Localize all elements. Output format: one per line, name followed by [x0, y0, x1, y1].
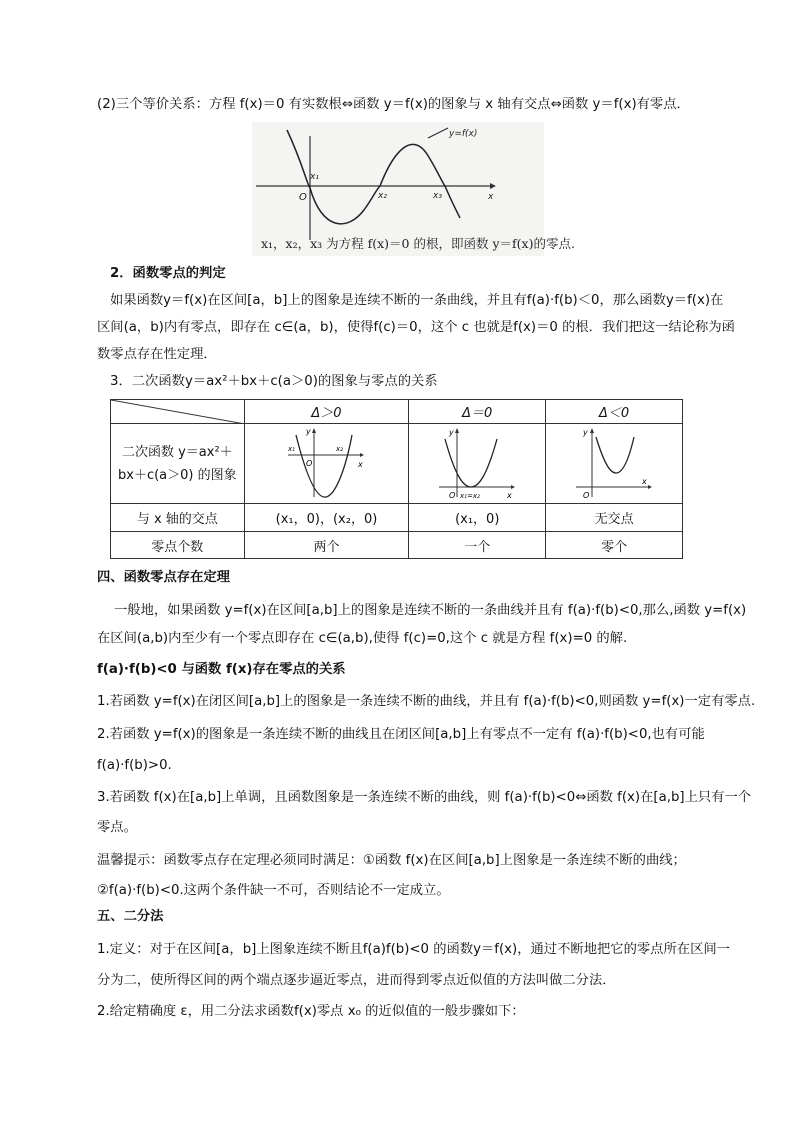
origin-label: O — [299, 192, 307, 203]
count-zero: 零个 — [546, 532, 683, 559]
list-item-continuation: f(a)·f(b)>0. — [97, 758, 172, 773]
steps-intro-line: 2.给定精确度 ε，用二分法求函数f(x)零点 x₀ 的近似值的一般步骤如下： — [97, 1004, 525, 1019]
list-item: 2.若函数 y=f(x)的图象是一条连续不断的曲线且在闭区间[a,b]上有零点不一定有 f(a)·f(b)<0,也有可能 — [97, 727, 705, 742]
parabola-one-root — [437, 427, 517, 501]
tip-line: ②f(a)·f(b)<0.这两个条件缺一不可，否则结论不一定成立。 — [97, 883, 450, 898]
equivalence-line: (2)三个等价关系：方程 f(x)＝0 有实数根⇔函数 y＝f(x)的图象与 x 轴有交点⇔函数 y＝f(x)有零点． — [97, 97, 690, 112]
section-heading-five: 五、二分法 — [97, 909, 164, 924]
paragraph-line: 在区间(a,b)内至少有一个零点即存在 c∈(a,b),使得 f(c)=0,这个 c 就是方程 f(x)=0 的解. — [97, 631, 628, 646]
definition-line: 1.定义：对于在区间[a，b]上图象连续不断且f(a)f(b)<0 的函数y＝f(x)，通过不断地把它的零点所在区间一 — [97, 942, 730, 957]
table-count-row — [111, 532, 683, 559]
list-item-continuation: 零点。 — [97, 820, 137, 835]
table-intersection-row — [111, 504, 683, 532]
svg-text:x₁: x₁ — [288, 444, 296, 453]
row-label-count: 零点个数 — [111, 532, 245, 559]
quadratic-zero-table — [110, 399, 683, 559]
header-delta-negative: Δ＜0 — [546, 400, 683, 424]
row-label-graph-line-2: bx＋c(a＞0) 的图象 — [118, 467, 237, 483]
x-axis-arrow — [490, 183, 496, 189]
row-label-intersection: 与 x 轴的交点 — [111, 504, 245, 532]
paragraph-line: 数零点存在性定理． — [97, 347, 217, 362]
subheading-relation: f(a)·f(b)<0 与函数 f(x)存在零点的关系 — [97, 662, 346, 677]
intersection-none: 无交点 — [546, 504, 683, 532]
curve-label: y=f(x) — [449, 129, 478, 139]
list-item: 3.若函数 f(x)在[a,b]上单调，且函数图象是一条连续不断的曲线，则 f(a)·f(b)<0⇔函数 f(x)在[a,b]上只有一个 — [97, 790, 752, 805]
intersection-one: (x₁，0) — [409, 504, 546, 532]
count-one: 一个 — [409, 532, 546, 559]
graph-two-roots-cell — [244, 424, 409, 504]
cubic-graph-figure — [252, 122, 575, 256]
parabola-two-roots — [286, 427, 366, 501]
root-x1-label: x₁ — [310, 172, 319, 182]
svg-text:y: y — [583, 427, 588, 437]
section-heading-quadratic: 3．二次函数y＝ax²＋bx＋c(a＞0)的图象与零点的关系 — [110, 374, 438, 389]
svg-text:x₁=x₂: x₁=x₂ — [460, 491, 481, 500]
table-header-row — [111, 400, 683, 424]
count-two: 两个 — [244, 532, 409, 559]
parabola-no-root — [574, 427, 654, 501]
diagonal-line — [111, 400, 245, 424]
header-delta-zero: Δ＝0 — [409, 400, 546, 424]
root-x2-label: x₂ — [378, 191, 387, 201]
definition-line: 分为二，使所得区间的两个端点逐步逼近零点，进而得到零点近似值的方法叫做二分法． — [97, 973, 616, 988]
header-delta-positive: Δ＞0 — [244, 400, 409, 424]
paragraph-line: 一般地，如果函数 y=f(x)在区间[a,b]上的图象是连续不断的一条曲线并且有 f(a)·f(b)<0,那么,函数 y=f(x) — [114, 603, 747, 618]
table-graph-row — [111, 424, 683, 504]
svg-text:O: O — [306, 458, 313, 468]
root-x3-label: x₃ — [433, 191, 442, 201]
tip-line: 温馨提示：函数零点存在定理必须同时满足：①函数 f(x)在区间[a,b]上图象是一条连续不断的曲线； — [97, 853, 686, 868]
graph-one-root-cell — [409, 424, 546, 504]
section-heading-four: 四、函数零点存在定理 — [97, 570, 230, 585]
table-corner-cell — [111, 400, 245, 424]
section-heading-zero-judgement: 2．函数零点的判定 — [110, 266, 226, 281]
svg-text:x: x — [507, 490, 512, 500]
svg-text:O: O — [583, 490, 590, 500]
svg-text:O: O — [449, 490, 456, 500]
svg-text:y: y — [449, 427, 454, 437]
x-axis-label: x — [488, 192, 494, 202]
figure-caption: x₁，x₂，x₃ 为方程 f(x)＝0 的根，即函数 y＝f(x)的零点. — [261, 236, 575, 251]
paragraph-line: 区间(a，b)内有零点，即存在 c∈(a，b)，使得f(c)＝0，这个 c 也就是f(x)＝0 的根．我们把这一结论称为函 — [97, 320, 735, 335]
svg-text:y: y — [306, 426, 312, 436]
intersection-two: (x₁，0)，(x₂，0) — [244, 504, 409, 532]
svg-text:x: x — [642, 476, 647, 486]
paragraph-line: 如果函数y＝f(x)在区间[a，b]上的图象是连续不断的一条曲线，并且有f(a)·f(b)＜0，那么函数y＝f(x)在 — [110, 293, 724, 308]
list-item: 1.若函数 y=f(x)在闭区间[a,b]上的图象是一条连续不断的曲线，并且有 f(a)·f(b)<0,则函数 y=f(x)一定有零点. — [97, 694, 756, 709]
curve-pointer — [428, 128, 448, 138]
row-label-graph — [111, 424, 245, 504]
graph-no-root-cell — [546, 424, 683, 504]
row-label-graph-line-1: 二次函数 y＝ax²＋ — [121, 444, 233, 460]
svg-text:x: x — [358, 459, 364, 469]
svg-text:x₂: x₂ — [336, 444, 344, 453]
